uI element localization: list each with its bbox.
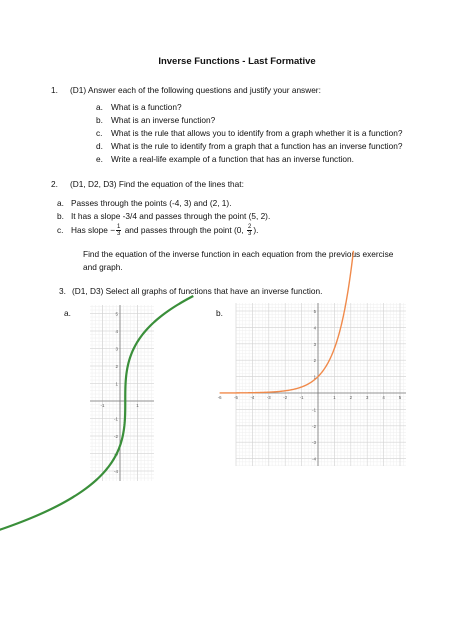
graph-b-x-tick-label: -3 — [266, 395, 271, 400]
q1-item-c: What is the rule that allows you to identify from a graph whether it is a function? — [111, 128, 403, 138]
graph-b-x-tick-label: 5 — [398, 395, 402, 400]
graph-a-svg — [90, 305, 154, 481]
graph-a — [90, 305, 154, 481]
graph-b-x-tick-label: 2 — [349, 395, 352, 400]
slope-fraction-denominator: 3 — [117, 231, 121, 238]
graph-a-y-tick-label: -1 — [113, 416, 118, 422]
point-fraction — [247, 224, 252, 237]
graph-a-y-tick-label: 4 — [115, 329, 118, 334]
graph-b-x-tick-label: -1 — [299, 395, 304, 400]
q2-item-c-text-middle: and passes through the point (0, — [122, 225, 247, 235]
q2-item-c-text-after: ). — [253, 225, 259, 235]
q2-item-c-letter: c. — [57, 225, 64, 235]
graph-b — [217, 303, 406, 466]
q3-prompt: (D1, D3) Select all graphs of functions that have an inverse function. — [72, 286, 323, 296]
graph-b-x-tick-label: 3 — [366, 395, 369, 400]
point-fraction-denominator: 3 — [248, 231, 252, 238]
graph-a-y-tick-label: 2 — [115, 364, 118, 369]
graph-a-label: a. — [64, 308, 71, 318]
slope-fraction-numerator: 1 — [117, 224, 121, 231]
graph-a-y-tick-label: 1 — [115, 381, 118, 387]
q1-item-a-letter: a. — [96, 102, 103, 112]
graph-b-y-tick-label: -3 — [312, 440, 316, 446]
q1-item-b: What is an inverse function? — [111, 115, 216, 125]
graph-b-y-tick-label: -1 — [312, 407, 316, 413]
graph-a-y-tick-label: -3 — [113, 451, 118, 457]
graph-b-curve — [220, 251, 354, 393]
graph-b-svg — [217, 303, 406, 466]
graph-a-x-tick-label: -1 — [100, 403, 105, 408]
q2-item-b: It has a slope -3/4 and passes through the point (5, 2). — [71, 211, 271, 221]
graph-b-y-tick-label: 5 — [313, 309, 316, 314]
q1-number: 1. — [51, 85, 58, 95]
point-fraction-numerator: 2 — [248, 224, 252, 231]
graph-b-x-tick-label: -5 — [234, 395, 238, 400]
graph-b-y-tick-label: 1 — [313, 374, 316, 380]
q2-item-a-letter: a. — [57, 198, 64, 208]
graph-a-y-tick-label: 5 — [115, 311, 118, 317]
q1-item-d: What is the rule to identify from a graph that a function has an inverse function? — [111, 141, 403, 151]
q1-prompt: (D1) Answer each of the following questions and justify your answer: — [70, 85, 321, 95]
q3-number: 3. — [59, 286, 66, 296]
graph-a-x-tick-label: 1 — [136, 403, 139, 408]
q2-item-c-text-before: Has slope − — [71, 225, 116, 235]
graph-b-y-tick-label: 2 — [313, 358, 316, 364]
graph-a-y-tick-label: -4 — [113, 469, 118, 474]
graph-b-x-tick-label: -6 — [217, 395, 222, 400]
q1-item-b-letter: b. — [96, 115, 103, 125]
q2-item-b-letter: b. — [57, 211, 64, 221]
graph-b-label: b. — [216, 308, 223, 318]
graph-b-x-tick-label: -4 — [250, 395, 255, 400]
graph-b-y-tick-label: 4 — [313, 325, 316, 331]
q2-item-a: Passes through the points (-4, 3) and (2, 1). — [71, 198, 232, 208]
q1-item-d-letter: d. — [96, 141, 103, 151]
q2-followup-line1: Find the equation of the inverse function in each equation from the previous exercise — [83, 249, 394, 259]
graph-b-y-tick-label: -2 — [312, 423, 316, 429]
q2-number: 2. — [51, 179, 58, 189]
q1-item-a: What is a function? — [111, 102, 182, 112]
slope-fraction — [116, 224, 121, 237]
graph-b-y-tick-label: 3 — [313, 341, 316, 347]
graph-b-x-tick-label: 1 — [333, 395, 336, 400]
graph-b-x-tick-label: 4 — [382, 395, 385, 400]
q2-prompt: (D1, D2, D3) Find the equation of the lines that: — [70, 179, 244, 189]
page-title: Inverse Functions - Last Formative — [158, 56, 316, 67]
q2-followup-line2: and graph. — [83, 262, 123, 272]
graph-b-x-tick-label: -2 — [283, 395, 288, 400]
q1-item-e: Write a real-life example of a function that has an inverse function. — [111, 154, 354, 164]
q1-item-e-letter: e. — [96, 154, 103, 164]
graph-a-y-tick-label: -2 — [113, 434, 118, 439]
graph-b-grid — [236, 303, 406, 466]
graph-a-y-tick-label: 3 — [115, 346, 118, 352]
q2-item-c — [71, 220, 258, 240]
graph-b-y-tick-label: -4 — [312, 456, 316, 462]
q1-item-c-letter: c. — [96, 128, 103, 138]
